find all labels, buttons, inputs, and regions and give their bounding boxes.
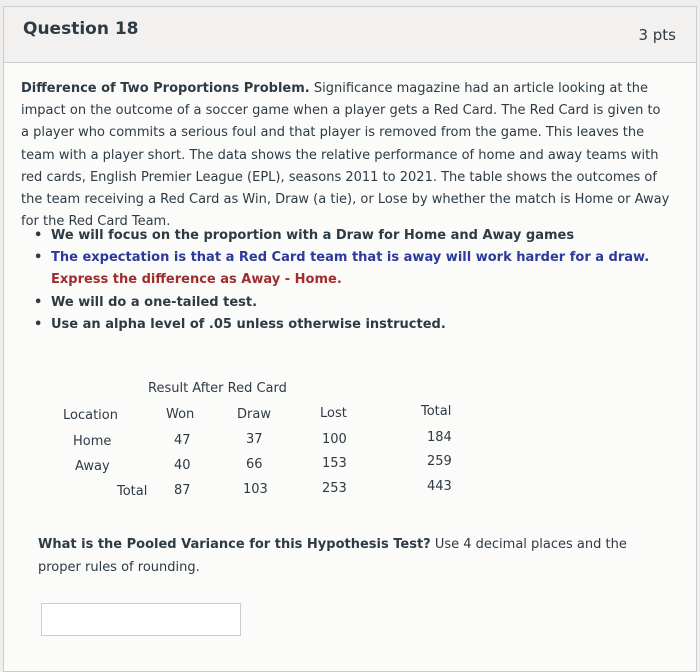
row-away-label: Away: [75, 459, 110, 474]
header-won: Won: [166, 407, 195, 422]
list-item: [34, 247, 674, 291]
header-total: Total: [421, 404, 452, 419]
cell-home-total: 184: [427, 430, 452, 445]
question-title: Question 18: [23, 19, 139, 39]
row-home-label: Home: [73, 434, 112, 449]
cell-total-lost: 253: [322, 481, 347, 496]
cell-total-total: 443: [427, 479, 452, 494]
list-item: [34, 292, 674, 314]
problem-description: [21, 78, 671, 233]
instructions-list: [34, 225, 674, 336]
list-item: [34, 314, 674, 336]
cell-away-lost: 153: [322, 456, 347, 471]
table-caption: Result After Red Card: [148, 381, 287, 396]
question-prompt: [38, 533, 668, 579]
question-header: [4, 7, 696, 63]
cell-total-draw: 103: [243, 482, 268, 497]
bullet-text-emphasis: The expectation is that a Red Card team that is away will work harder for a draw.: [51, 250, 650, 266]
bullet-text: We will do a one-tailed test.: [51, 294, 258, 310]
question-text: Use 4 decimal places and the proper rules of rounding.: [38, 537, 627, 575]
bullet-text: Use an alpha level of .05 unless otherwise instructed.: [51, 316, 446, 332]
cell-away-won: 40: [174, 458, 191, 473]
cell-home-lost: 100: [322, 432, 347, 447]
bullet-text-instruction: Express the difference as Away - Home.: [51, 272, 342, 288]
bullet-text: We will focus on the proportion with a Draw for Home and Away games: [51, 228, 575, 243]
list-item: [34, 225, 674, 247]
question-points: 3 pts: [638, 26, 676, 44]
row-total-label: Total: [117, 484, 148, 499]
question-lead: What is the Pooled Variance for this Hypothesis Test?: [38, 537, 431, 552]
answer-input[interactable]: [41, 603, 241, 636]
cell-home-draw: 37: [246, 432, 263, 447]
header-lost: Lost: [320, 406, 347, 421]
problem-text: Significance magazine had an article looking at the impact on the outcome of a soccer game when a player gets a Red Card. The Red Card is given to a player who commits a serious foul and that player is removed from the game. This leaves the team with a player short. The data shows the relative performance of home and away teams with red cards, English Premier League (EPL), seasons 2011 to 2021. The table shows the outcomes of the team receiving a Red Card as Win, Draw (a tie), or Lose by whether the match is Home or Away for the Red Card Team.: [21, 81, 670, 230]
cell-total-won: 87: [174, 483, 191, 498]
cell-away-draw: 66: [246, 457, 263, 472]
cell-away-total: 259: [427, 454, 452, 469]
cell-home-won: 47: [174, 433, 191, 448]
header-location: Location: [63, 408, 118, 423]
header-draw: Draw: [237, 407, 271, 422]
problem-lead: Difference of Two Proportions Problem.: [21, 81, 310, 96]
